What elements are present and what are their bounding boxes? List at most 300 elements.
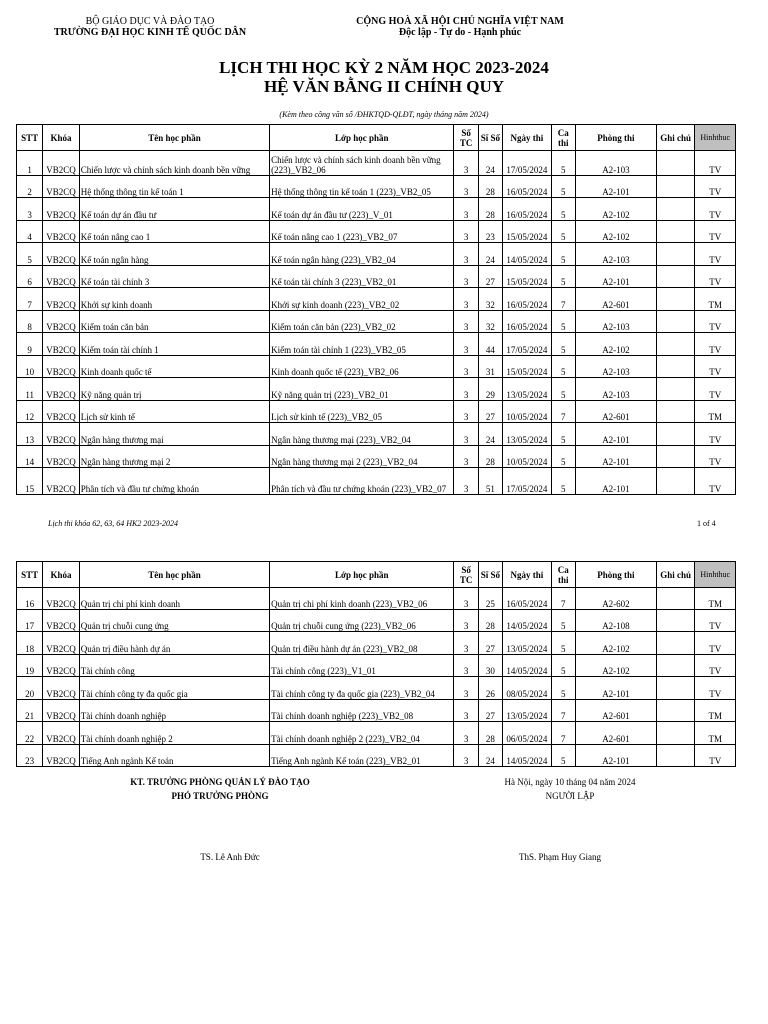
table-row bbox=[17, 243, 736, 266]
column-header-khoa: Khóa bbox=[43, 125, 79, 151]
cell-lop-hoc-phan: Khởi sự kinh doanh (223)_VB2_02 bbox=[270, 288, 454, 311]
cell-stt: 16 bbox=[17, 588, 43, 610]
cell-hinh-thuc: TV bbox=[695, 151, 736, 176]
schedule-note: Lịch thi khóa 62, 63, 64 HK2 2023-2024 bbox=[48, 519, 178, 528]
cell-ghi-chu bbox=[656, 378, 694, 401]
cell-stt: 13 bbox=[17, 423, 43, 446]
cell-ngay-thi: 14/05/2024 bbox=[503, 745, 552, 767]
cell-ten-hoc-phan: Quản trị chi phí kinh doanh bbox=[79, 588, 269, 610]
cell-khoa: VB2CQ bbox=[43, 243, 79, 266]
cell-stt: 3 bbox=[17, 198, 43, 221]
cell-ca-thi: 5 bbox=[551, 333, 575, 356]
column-header-ngay-thi: Ngày thi bbox=[503, 125, 552, 151]
table-header-row bbox=[17, 125, 736, 151]
cell-ten-hoc-phan: Quản trị điều hành dự án bbox=[79, 632, 269, 655]
cell-ngay-thi: 13/05/2024 bbox=[503, 378, 552, 401]
cell-so-tc: 3 bbox=[454, 588, 478, 610]
cell-khoa: VB2CQ bbox=[43, 176, 79, 198]
table-row bbox=[17, 266, 736, 288]
cell-stt: 18 bbox=[17, 632, 43, 655]
cell-ngay-thi: 16/05/2024 bbox=[503, 288, 552, 311]
cell-so-tc: 3 bbox=[454, 378, 478, 401]
cell-so-tc: 3 bbox=[454, 632, 478, 655]
cell-ca-thi: 5 bbox=[551, 378, 575, 401]
cell-ten-hoc-phan: Kế toán dự án đầu tư bbox=[79, 198, 269, 221]
cell-phong-thi: A2-108 bbox=[575, 610, 656, 632]
cell-khoa: VB2CQ bbox=[43, 468, 79, 495]
cell-khoa: VB2CQ bbox=[43, 446, 79, 468]
reference-note: (Kèm theo công văn số /ĐHKTQD-QLĐT, ngày tháng năm 2024) bbox=[279, 110, 489, 119]
cell-ten-hoc-phan: Hệ thống thông tin kế toán 1 bbox=[79, 176, 269, 198]
table-row bbox=[17, 677, 736, 700]
column-header-stt: STT bbox=[17, 562, 43, 588]
cell-ngay-thi: 13/05/2024 bbox=[503, 700, 552, 722]
cell-ca-thi: 5 bbox=[551, 423, 575, 446]
cell-ca-thi: 7 bbox=[551, 401, 575, 423]
cell-hinh-thuc: TV bbox=[695, 423, 736, 446]
column-header-phong-thi: Phòng thi bbox=[575, 562, 656, 588]
column-header-ca-thi: Ca thi bbox=[551, 125, 575, 151]
cell-si-so: 27 bbox=[478, 401, 502, 423]
cell-phong-thi: A2-102 bbox=[575, 333, 656, 356]
cell-ten-hoc-phan: Tiếng Anh ngành Kế toán bbox=[79, 745, 269, 767]
cell-phong-thi: A2-602 bbox=[575, 588, 656, 610]
cell-ngay-thi: 16/05/2024 bbox=[503, 176, 552, 198]
cell-khoa: VB2CQ bbox=[43, 401, 79, 423]
cell-ca-thi: 5 bbox=[551, 632, 575, 655]
cell-hinh-thuc: TV bbox=[695, 632, 736, 655]
cell-so-tc: 3 bbox=[454, 151, 478, 176]
column-header-ca-thi: Ca thi bbox=[551, 562, 575, 588]
cell-ghi-chu bbox=[656, 243, 694, 266]
table-row bbox=[17, 722, 736, 745]
cell-phong-thi: A2-103 bbox=[575, 311, 656, 333]
table-row bbox=[17, 588, 736, 610]
cell-hinh-thuc: TV bbox=[695, 311, 736, 333]
cell-khoa: VB2CQ bbox=[43, 745, 79, 767]
cell-ten-hoc-phan: Ngân hàng thương mại 2 bbox=[79, 446, 269, 468]
cell-ten-hoc-phan: Kinh doanh quốc tế bbox=[79, 356, 269, 378]
cell-ten-hoc-phan: Kế toán nâng cao 1 bbox=[79, 221, 269, 243]
cell-lop-hoc-phan: Tài chính công ty đa quốc gia (223)_VB2_04 bbox=[270, 677, 454, 700]
cell-hinh-thuc: TV bbox=[695, 266, 736, 288]
cell-hinh-thuc: TM bbox=[695, 288, 736, 311]
cell-stt: 14 bbox=[17, 446, 43, 468]
cell-lop-hoc-phan: Kinh doanh quốc tế (223)_VB2_06 bbox=[270, 356, 454, 378]
cell-ca-thi: 5 bbox=[551, 356, 575, 378]
column-header-khoa: Khóa bbox=[43, 562, 79, 588]
table-header-row bbox=[17, 562, 736, 588]
cell-ngay-thi: 13/05/2024 bbox=[503, 423, 552, 446]
cell-khoa: VB2CQ bbox=[43, 655, 79, 677]
cell-so-tc: 3 bbox=[454, 468, 478, 495]
column-header-stt: STT bbox=[17, 125, 43, 151]
cell-khoa: VB2CQ bbox=[43, 221, 79, 243]
cell-so-tc: 3 bbox=[454, 176, 478, 198]
cell-hinh-thuc: TV bbox=[695, 677, 736, 700]
cell-lop-hoc-phan: Tài chính doanh nghiệp (223)_VB2_08 bbox=[270, 700, 454, 722]
cell-stt: 21 bbox=[17, 700, 43, 722]
cell-stt: 17 bbox=[17, 610, 43, 632]
cell-stt: 2 bbox=[17, 176, 43, 198]
cell-phong-thi: A2-102 bbox=[575, 632, 656, 655]
left-signer-title: KT. TRƯỞNG PHÒNG QUẢN LÝ ĐÀO TẠO bbox=[130, 777, 310, 787]
institution-header bbox=[30, 16, 270, 38]
cell-so-tc: 3 bbox=[454, 356, 478, 378]
exam-schedule-table-page-1 bbox=[16, 124, 736, 495]
cell-ngay-thi: 17/05/2024 bbox=[503, 151, 552, 176]
table-row bbox=[17, 333, 736, 356]
cell-lop-hoc-phan: Quản trị điều hành dự án (223)_VB2_08 bbox=[270, 632, 454, 655]
cell-ca-thi: 5 bbox=[551, 198, 575, 221]
column-header-si-so: Sĩ Số bbox=[478, 562, 502, 588]
cell-ngay-thi: 08/05/2024 bbox=[503, 677, 552, 700]
cell-ngay-thi: 13/05/2024 bbox=[503, 632, 552, 655]
cell-ngay-thi: 14/05/2024 bbox=[503, 243, 552, 266]
cell-ten-hoc-phan: Tài chính doanh nghiệp 2 bbox=[79, 722, 269, 745]
cell-phong-thi: A2-101 bbox=[575, 176, 656, 198]
cell-phong-thi: A2-601 bbox=[575, 288, 656, 311]
cell-khoa: VB2CQ bbox=[43, 632, 79, 655]
cell-stt: 1 bbox=[17, 151, 43, 176]
cell-si-so: 28 bbox=[478, 446, 502, 468]
cell-so-tc: 3 bbox=[454, 311, 478, 333]
cell-lop-hoc-phan: Kỹ năng quản trị (223)_VB2_01 bbox=[270, 378, 454, 401]
cell-ghi-chu bbox=[656, 311, 694, 333]
cell-ten-hoc-phan: Kỹ năng quản trị bbox=[79, 378, 269, 401]
column-header-ghi-chu: Ghi chú bbox=[656, 562, 694, 588]
exam-schedule-table-page-2 bbox=[16, 561, 736, 767]
cell-phong-thi: A2-101 bbox=[575, 446, 656, 468]
cell-ten-hoc-phan: Kiểm toán căn bản bbox=[79, 311, 269, 333]
table-row bbox=[17, 632, 736, 655]
cell-lop-hoc-phan: Quản trị chuỗi cung ứng (223)_VB2_06 bbox=[270, 610, 454, 632]
cell-hinh-thuc: TV bbox=[695, 356, 736, 378]
cell-lop-hoc-phan: Tài chính công (223)_V1_01 bbox=[270, 655, 454, 677]
cell-phong-thi: A2-101 bbox=[575, 266, 656, 288]
cell-ca-thi: 7 bbox=[551, 588, 575, 610]
cell-ghi-chu bbox=[656, 632, 694, 655]
cell-hinh-thuc: TM bbox=[695, 588, 736, 610]
cell-ca-thi: 5 bbox=[551, 243, 575, 266]
cell-khoa: VB2CQ bbox=[43, 610, 79, 632]
document-title-2: HỆ VĂN BẰNG II CHÍNH QUY bbox=[263, 77, 505, 96]
right-signing-date: Hà Nội, ngày 10 tháng 04 năm 2024 bbox=[504, 777, 636, 787]
cell-so-tc: 3 bbox=[454, 722, 478, 745]
cell-phong-thi: A2-103 bbox=[575, 378, 656, 401]
cell-stt: 7 bbox=[17, 288, 43, 311]
cell-ten-hoc-phan: Ngân hàng thương mại bbox=[79, 423, 269, 446]
cell-lop-hoc-phan: Kế toán dự án đầu tư (223)_V_01 bbox=[270, 198, 454, 221]
column-header-ten-hoc-phan: Tên học phần bbox=[79, 562, 269, 588]
cell-ten-hoc-phan: Chiến lược và chính sách kinh doanh bền vững bbox=[79, 151, 269, 176]
cell-phong-thi: A2-102 bbox=[575, 221, 656, 243]
cell-khoa: VB2CQ bbox=[43, 333, 79, 356]
cell-ca-thi: 5 bbox=[551, 468, 575, 495]
cell-stt: 19 bbox=[17, 655, 43, 677]
cell-so-tc: 3 bbox=[454, 677, 478, 700]
cell-stt: 4 bbox=[17, 221, 43, 243]
cell-so-tc: 3 bbox=[454, 610, 478, 632]
cell-ghi-chu bbox=[656, 288, 694, 311]
column-header-phong-thi: Phòng thi bbox=[575, 125, 656, 151]
cell-lop-hoc-phan: Chiến lược và chính sách kinh doanh bền vững (223)_VB2_06 bbox=[270, 151, 454, 176]
column-header-hinh-thuc: Hinhthuc bbox=[695, 562, 736, 588]
cell-stt: 5 bbox=[17, 243, 43, 266]
cell-hinh-thuc: TV bbox=[695, 446, 736, 468]
cell-hinh-thuc: TV bbox=[695, 333, 736, 356]
cell-si-so: 28 bbox=[478, 722, 502, 745]
cell-ghi-chu bbox=[656, 745, 694, 767]
table-row bbox=[17, 198, 736, 221]
table-row bbox=[17, 610, 736, 632]
cell-hinh-thuc: TM bbox=[695, 722, 736, 745]
cell-ghi-chu bbox=[656, 610, 694, 632]
cell-so-tc: 3 bbox=[454, 745, 478, 767]
cell-ghi-chu bbox=[656, 655, 694, 677]
cell-ghi-chu bbox=[656, 151, 694, 176]
cell-lop-hoc-phan: Kế toán ngân hàng (223)_VB2_04 bbox=[270, 243, 454, 266]
cell-ca-thi: 5 bbox=[551, 176, 575, 198]
cell-lop-hoc-phan: Kiểm toán tài chính 1 (223)_VB2_05 bbox=[270, 333, 454, 356]
cell-si-so: 24 bbox=[478, 151, 502, 176]
page-number: 1 of 4 bbox=[697, 519, 716, 528]
cell-ten-hoc-phan: Quản trị chuỗi cung ứng bbox=[79, 610, 269, 632]
column-header-ghi-chu: Ghi chú bbox=[656, 125, 694, 151]
cell-ca-thi: 7 bbox=[551, 288, 575, 311]
cell-ghi-chu bbox=[656, 176, 694, 198]
cell-phong-thi: A2-101 bbox=[575, 423, 656, 446]
cell-lop-hoc-phan: Quản trị chi phí kinh doanh (223)_VB2_06 bbox=[270, 588, 454, 610]
cell-hinh-thuc: TV bbox=[695, 176, 736, 198]
cell-lop-hoc-phan: Kế toán tài chính 3 (223)_VB2_01 bbox=[270, 266, 454, 288]
cell-hinh-thuc: TV bbox=[695, 655, 736, 677]
cell-lop-hoc-phan: Hệ thống thông tin kế toán 1 (223)_VB2_05 bbox=[270, 176, 454, 198]
cell-lop-hoc-phan: Ngân hàng thương mại 2 (223)_VB2_04 bbox=[270, 446, 454, 468]
cell-stt: 11 bbox=[17, 378, 43, 401]
table-row bbox=[17, 176, 736, 198]
cell-phong-thi: A2-601 bbox=[575, 700, 656, 722]
cell-khoa: VB2CQ bbox=[43, 423, 79, 446]
cell-khoa: VB2CQ bbox=[43, 151, 79, 176]
cell-so-tc: 3 bbox=[454, 243, 478, 266]
cell-so-tc: 3 bbox=[454, 266, 478, 288]
cell-stt: 22 bbox=[17, 722, 43, 745]
university-name: TRƯỜNG ĐẠI HỌC KINH TẾ QUỐC DÂN bbox=[53, 27, 247, 38]
cell-lop-hoc-phan: Kiểm toán căn bản (223)_VB2_02 bbox=[270, 311, 454, 333]
cell-ten-hoc-phan: Lịch sử kinh tế bbox=[79, 401, 269, 423]
cell-ten-hoc-phan: Tài chính công bbox=[79, 655, 269, 677]
cell-si-so: 24 bbox=[478, 745, 502, 767]
table-row bbox=[17, 378, 736, 401]
cell-so-tc: 3 bbox=[454, 401, 478, 423]
cell-ghi-chu bbox=[656, 446, 694, 468]
cell-hinh-thuc: TV bbox=[695, 468, 736, 495]
cell-si-so: 29 bbox=[478, 378, 502, 401]
cell-hinh-thuc: TV bbox=[695, 378, 736, 401]
cell-khoa: VB2CQ bbox=[43, 356, 79, 378]
cell-stt: 23 bbox=[17, 745, 43, 767]
left-signer-name: TS. Lê Anh Đức bbox=[200, 852, 260, 862]
cell-ghi-chu bbox=[656, 266, 694, 288]
cell-phong-thi: A2-103 bbox=[575, 151, 656, 176]
cell-ghi-chu bbox=[656, 588, 694, 610]
cell-ten-hoc-phan: Phân tích và đầu tư chứng khoán bbox=[79, 468, 269, 495]
right-signer-name: ThS. Phạm Huy Giang bbox=[519, 852, 601, 862]
cell-hinh-thuc: TV bbox=[695, 198, 736, 221]
cell-phong-thi: A2-102 bbox=[575, 198, 656, 221]
cell-ngay-thi: 16/05/2024 bbox=[503, 311, 552, 333]
table-row bbox=[17, 446, 736, 468]
cell-so-tc: 3 bbox=[454, 700, 478, 722]
cell-si-so: 28 bbox=[478, 610, 502, 632]
cell-khoa: VB2CQ bbox=[43, 722, 79, 745]
cell-si-so: 27 bbox=[478, 700, 502, 722]
cell-hinh-thuc: TM bbox=[695, 401, 736, 423]
cell-ngay-thi: 06/05/2024 bbox=[503, 722, 552, 745]
cell-ghi-chu bbox=[656, 468, 694, 495]
cell-ten-hoc-phan: Kế toán tài chính 3 bbox=[79, 266, 269, 288]
cell-ghi-chu bbox=[656, 677, 694, 700]
cell-ghi-chu bbox=[656, 722, 694, 745]
cell-phong-thi: A2-101 bbox=[575, 468, 656, 495]
national-motto: Độc lập - Tự do - Hạnh phúc bbox=[398, 27, 522, 38]
table-row bbox=[17, 401, 736, 423]
column-header-lop-hoc-phan: Lớp học phần bbox=[270, 125, 454, 151]
cell-ghi-chu bbox=[656, 221, 694, 243]
cell-ten-hoc-phan: Tài chính doanh nghiệp bbox=[79, 700, 269, 722]
cell-khoa: VB2CQ bbox=[43, 198, 79, 221]
cell-ca-thi: 5 bbox=[551, 446, 575, 468]
cell-si-so: 27 bbox=[478, 632, 502, 655]
cell-stt: 15 bbox=[17, 468, 43, 495]
cell-stt: 6 bbox=[17, 266, 43, 288]
cell-khoa: VB2CQ bbox=[43, 311, 79, 333]
cell-hinh-thuc: TV bbox=[695, 221, 736, 243]
cell-ca-thi: 5 bbox=[551, 655, 575, 677]
cell-so-tc: 3 bbox=[454, 198, 478, 221]
cell-hinh-thuc: TV bbox=[695, 610, 736, 632]
column-header-ngay-thi: Ngày thi bbox=[503, 562, 552, 588]
cell-stt: 9 bbox=[17, 333, 43, 356]
column-header-so-tc: Số TC bbox=[454, 562, 478, 588]
cell-si-so: 26 bbox=[478, 677, 502, 700]
cell-khoa: VB2CQ bbox=[43, 266, 79, 288]
cell-so-tc: 3 bbox=[454, 333, 478, 356]
cell-ngay-thi: 10/05/2024 bbox=[503, 401, 552, 423]
cell-stt: 10 bbox=[17, 356, 43, 378]
cell-lop-hoc-phan: Tiếng Anh ngành Kế toán (223)_VB2_01 bbox=[270, 745, 454, 767]
cell-ngay-thi: 15/05/2024 bbox=[503, 356, 552, 378]
cell-ten-hoc-phan: Kiểm toán tài chính 1 bbox=[79, 333, 269, 356]
cell-ngay-thi: 14/05/2024 bbox=[503, 610, 552, 632]
column-header-hinh-thuc: Hinhthuc bbox=[695, 125, 736, 151]
cell-ca-thi: 5 bbox=[551, 610, 575, 632]
cell-so-tc: 3 bbox=[454, 655, 478, 677]
column-header-so-tc: Số TC bbox=[454, 125, 478, 151]
cell-phong-thi: A2-101 bbox=[575, 745, 656, 767]
cell-si-so: 44 bbox=[478, 333, 502, 356]
cell-lop-hoc-phan: Kế toán nâng cao 1 (223)_VB2_07 bbox=[270, 221, 454, 243]
table-row bbox=[17, 468, 736, 495]
cell-ghi-chu bbox=[656, 356, 694, 378]
cell-ghi-chu bbox=[656, 423, 694, 446]
cell-ghi-chu bbox=[656, 333, 694, 356]
cell-so-tc: 3 bbox=[454, 446, 478, 468]
cell-lop-hoc-phan: Ngân hàng thương mại (223)_VB2_04 bbox=[270, 423, 454, 446]
document-title-1: LỊCH THI HỌC KỲ 2 NĂM HỌC 2023-2024 bbox=[219, 58, 549, 77]
cell-phong-thi: A2-101 bbox=[575, 677, 656, 700]
cell-khoa: VB2CQ bbox=[43, 588, 79, 610]
cell-phong-thi: A2-601 bbox=[575, 401, 656, 423]
cell-si-so: 31 bbox=[478, 356, 502, 378]
cell-stt: 20 bbox=[17, 677, 43, 700]
cell-si-so: 24 bbox=[478, 243, 502, 266]
table-row bbox=[17, 151, 736, 176]
cell-phong-thi: A2-103 bbox=[575, 243, 656, 266]
cell-phong-thi: A2-102 bbox=[575, 655, 656, 677]
table-row bbox=[17, 745, 736, 767]
table-row bbox=[17, 221, 736, 243]
table-row bbox=[17, 423, 736, 446]
republic-name: CỘNG HOÀ XÃ HỘI CHỦ NGHĨA VIỆT NAM bbox=[356, 16, 564, 27]
cell-ngay-thi: 16/05/2024 bbox=[503, 588, 552, 610]
cell-ngay-thi: 15/05/2024 bbox=[503, 221, 552, 243]
cell-si-so: 27 bbox=[478, 266, 502, 288]
cell-phong-thi: A2-103 bbox=[575, 356, 656, 378]
left-signer-position: PHÓ TRƯỞNG PHÒNG bbox=[171, 791, 269, 801]
cell-ca-thi: 5 bbox=[551, 151, 575, 176]
cell-si-so: 28 bbox=[478, 176, 502, 198]
cell-ngay-thi: 17/05/2024 bbox=[503, 333, 552, 356]
cell-khoa: VB2CQ bbox=[43, 288, 79, 311]
ministry-name: BỘ GIÁO DỤC VÀ ĐÀO TẠO bbox=[85, 16, 215, 27]
cell-ghi-chu bbox=[656, 198, 694, 221]
cell-si-so: 32 bbox=[478, 311, 502, 333]
table-row bbox=[17, 288, 736, 311]
cell-stt: 12 bbox=[17, 401, 43, 423]
cell-ngay-thi: 16/05/2024 bbox=[503, 198, 552, 221]
table-row bbox=[17, 655, 736, 677]
cell-lop-hoc-phan: Tài chính doanh nghiệp 2 (223)_VB2_04 bbox=[270, 722, 454, 745]
cell-ca-thi: 7 bbox=[551, 722, 575, 745]
cell-ca-thi: 5 bbox=[551, 221, 575, 243]
national-header bbox=[330, 16, 590, 38]
cell-ngay-thi: 15/05/2024 bbox=[503, 266, 552, 288]
cell-ngay-thi: 17/05/2024 bbox=[503, 468, 552, 495]
cell-ten-hoc-phan: Kế toán ngân hàng bbox=[79, 243, 269, 266]
cell-khoa: VB2CQ bbox=[43, 700, 79, 722]
table-row bbox=[17, 356, 736, 378]
cell-si-so: 23 bbox=[478, 221, 502, 243]
right-signer-title: NGƯỜI LẬP bbox=[545, 791, 595, 801]
cell-phong-thi: A2-601 bbox=[575, 722, 656, 745]
cell-so-tc: 3 bbox=[454, 288, 478, 311]
cell-ca-thi: 5 bbox=[551, 266, 575, 288]
cell-si-so: 51 bbox=[478, 468, 502, 495]
cell-hinh-thuc: TV bbox=[695, 243, 736, 266]
cell-ghi-chu bbox=[656, 401, 694, 423]
cell-si-so: 32 bbox=[478, 288, 502, 311]
cell-khoa: VB2CQ bbox=[43, 378, 79, 401]
cell-so-tc: 3 bbox=[454, 423, 478, 446]
cell-ghi-chu bbox=[656, 700, 694, 722]
cell-si-so: 28 bbox=[478, 198, 502, 221]
cell-lop-hoc-phan: Lịch sử kinh tế (223)_VB2_05 bbox=[270, 401, 454, 423]
cell-si-so: 30 bbox=[478, 655, 502, 677]
cell-khoa: VB2CQ bbox=[43, 677, 79, 700]
column-header-si-so: Sĩ Số bbox=[478, 125, 502, 151]
